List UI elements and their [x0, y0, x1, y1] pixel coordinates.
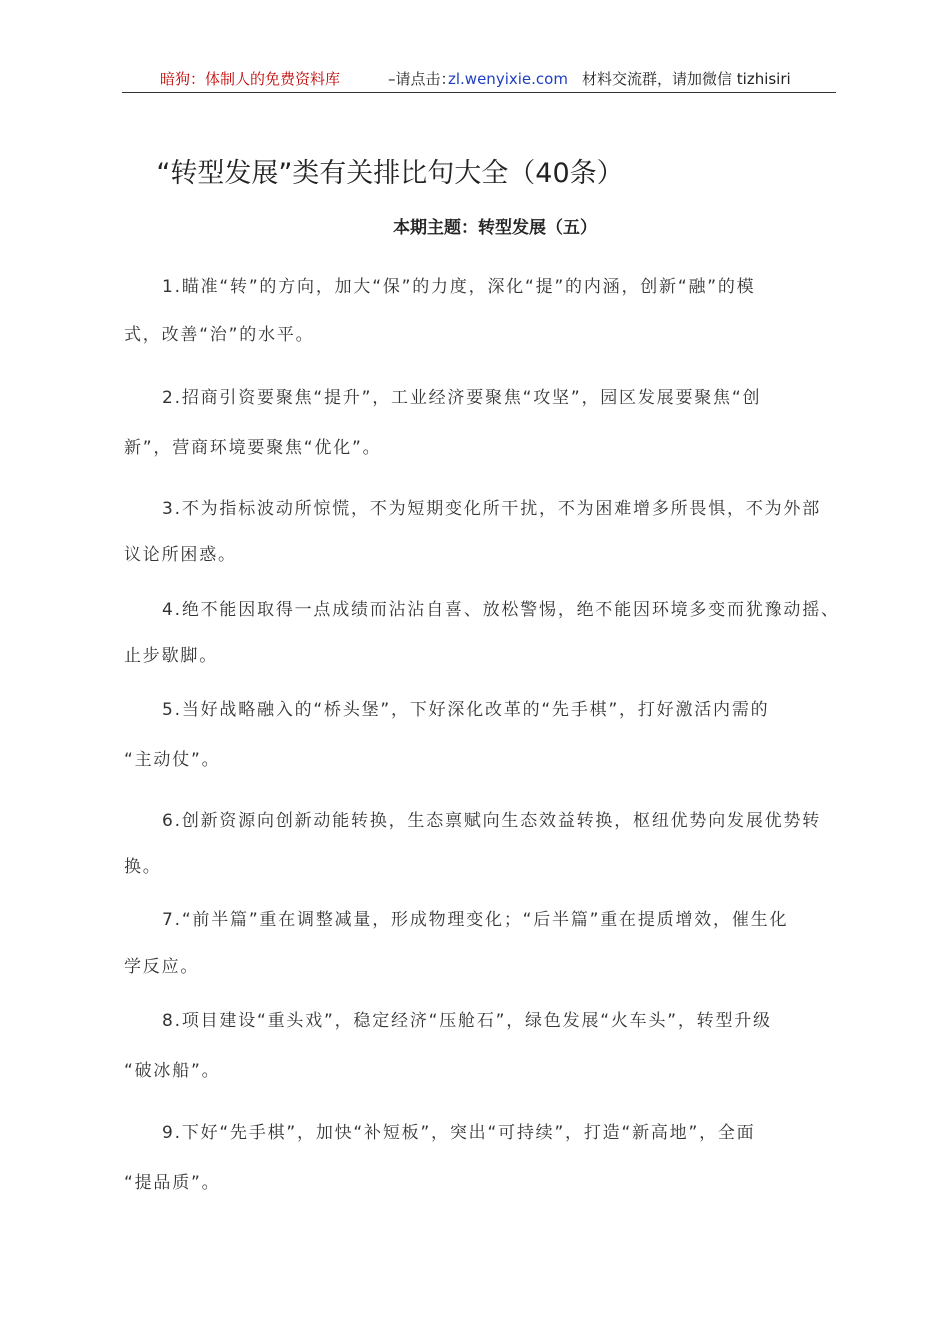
list-item-line: 2.招商引资要聚焦“提升”，工业经济要聚焦“攻坚”，园区发展要聚焦“创 — [162, 388, 762, 408]
page-header — [122, 68, 836, 93]
list-item-line: 5.当好战略融入的“桥头堡”，下好深化改革的“先手棋”，打好激活内需的 — [162, 700, 770, 720]
list-item-line: 8.项目建设“重头戏”，稳定经济“压舱石”，绿色发展“火车头”，转型升级 — [162, 1011, 772, 1031]
header-promo: 暗狗：体制人的免费资料库 — [160, 70, 341, 88]
header-contact: 材料交流群，请加微信 tizhisiri — [582, 70, 791, 88]
list-item-line: 7.“前半篇”重在调整减量，形成物理变化；“后半篇”重在提质增效，催生化 — [162, 910, 789, 930]
page-title: “转型发展”类有关排比句大全（40条） — [156, 158, 624, 189]
header-url-link[interactable]: zl.wenyixie.com — [448, 70, 568, 88]
list-item-line: 6.创新资源向创新动能转换，生态禀赋向生态效益转换，枢纽优势向发展优势转 — [162, 811, 822, 831]
list-item-line: 4.绝不能因取得一点成绩而沾沾自喜、放松警惕，绝不能因环境多变而犹豫动摇、 — [162, 600, 840, 620]
list-item-line: 止步歇脚。 — [124, 646, 218, 666]
list-item-line: 学反应。 — [124, 957, 200, 977]
list-item-line: “主动仗”。 — [124, 750, 221, 770]
list-item-line: 换。 — [124, 857, 162, 877]
list-item-line: 3.不为指标波动所惊慌，不为短期变化所干扰，不为困难增多所畏惧，不为外部 — [162, 499, 822, 519]
list-item-line: 9.下好“先手棋”，加快“补短板”，突出“可持续”，打造“新高地”，全面 — [162, 1123, 756, 1143]
list-item-line: “提品质”。 — [124, 1173, 221, 1193]
list-item-line: 新”，营商环境要聚焦“优化”。 — [124, 438, 382, 458]
header-click-label: –请点击： — [388, 70, 456, 88]
list-item-line: 式，改善“治”的水平。 — [124, 325, 315, 345]
list-item-line: 1.瞄准“转”的方向，加大“保”的力度，深化“提”的内涵，创新“融”的模 — [162, 277, 756, 297]
list-item-line: 议论所困惑。 — [124, 545, 237, 565]
page-subtitle: 本期主题：转型发展（五） — [393, 218, 597, 238]
list-item-line: “破冰船”。 — [124, 1061, 221, 1081]
